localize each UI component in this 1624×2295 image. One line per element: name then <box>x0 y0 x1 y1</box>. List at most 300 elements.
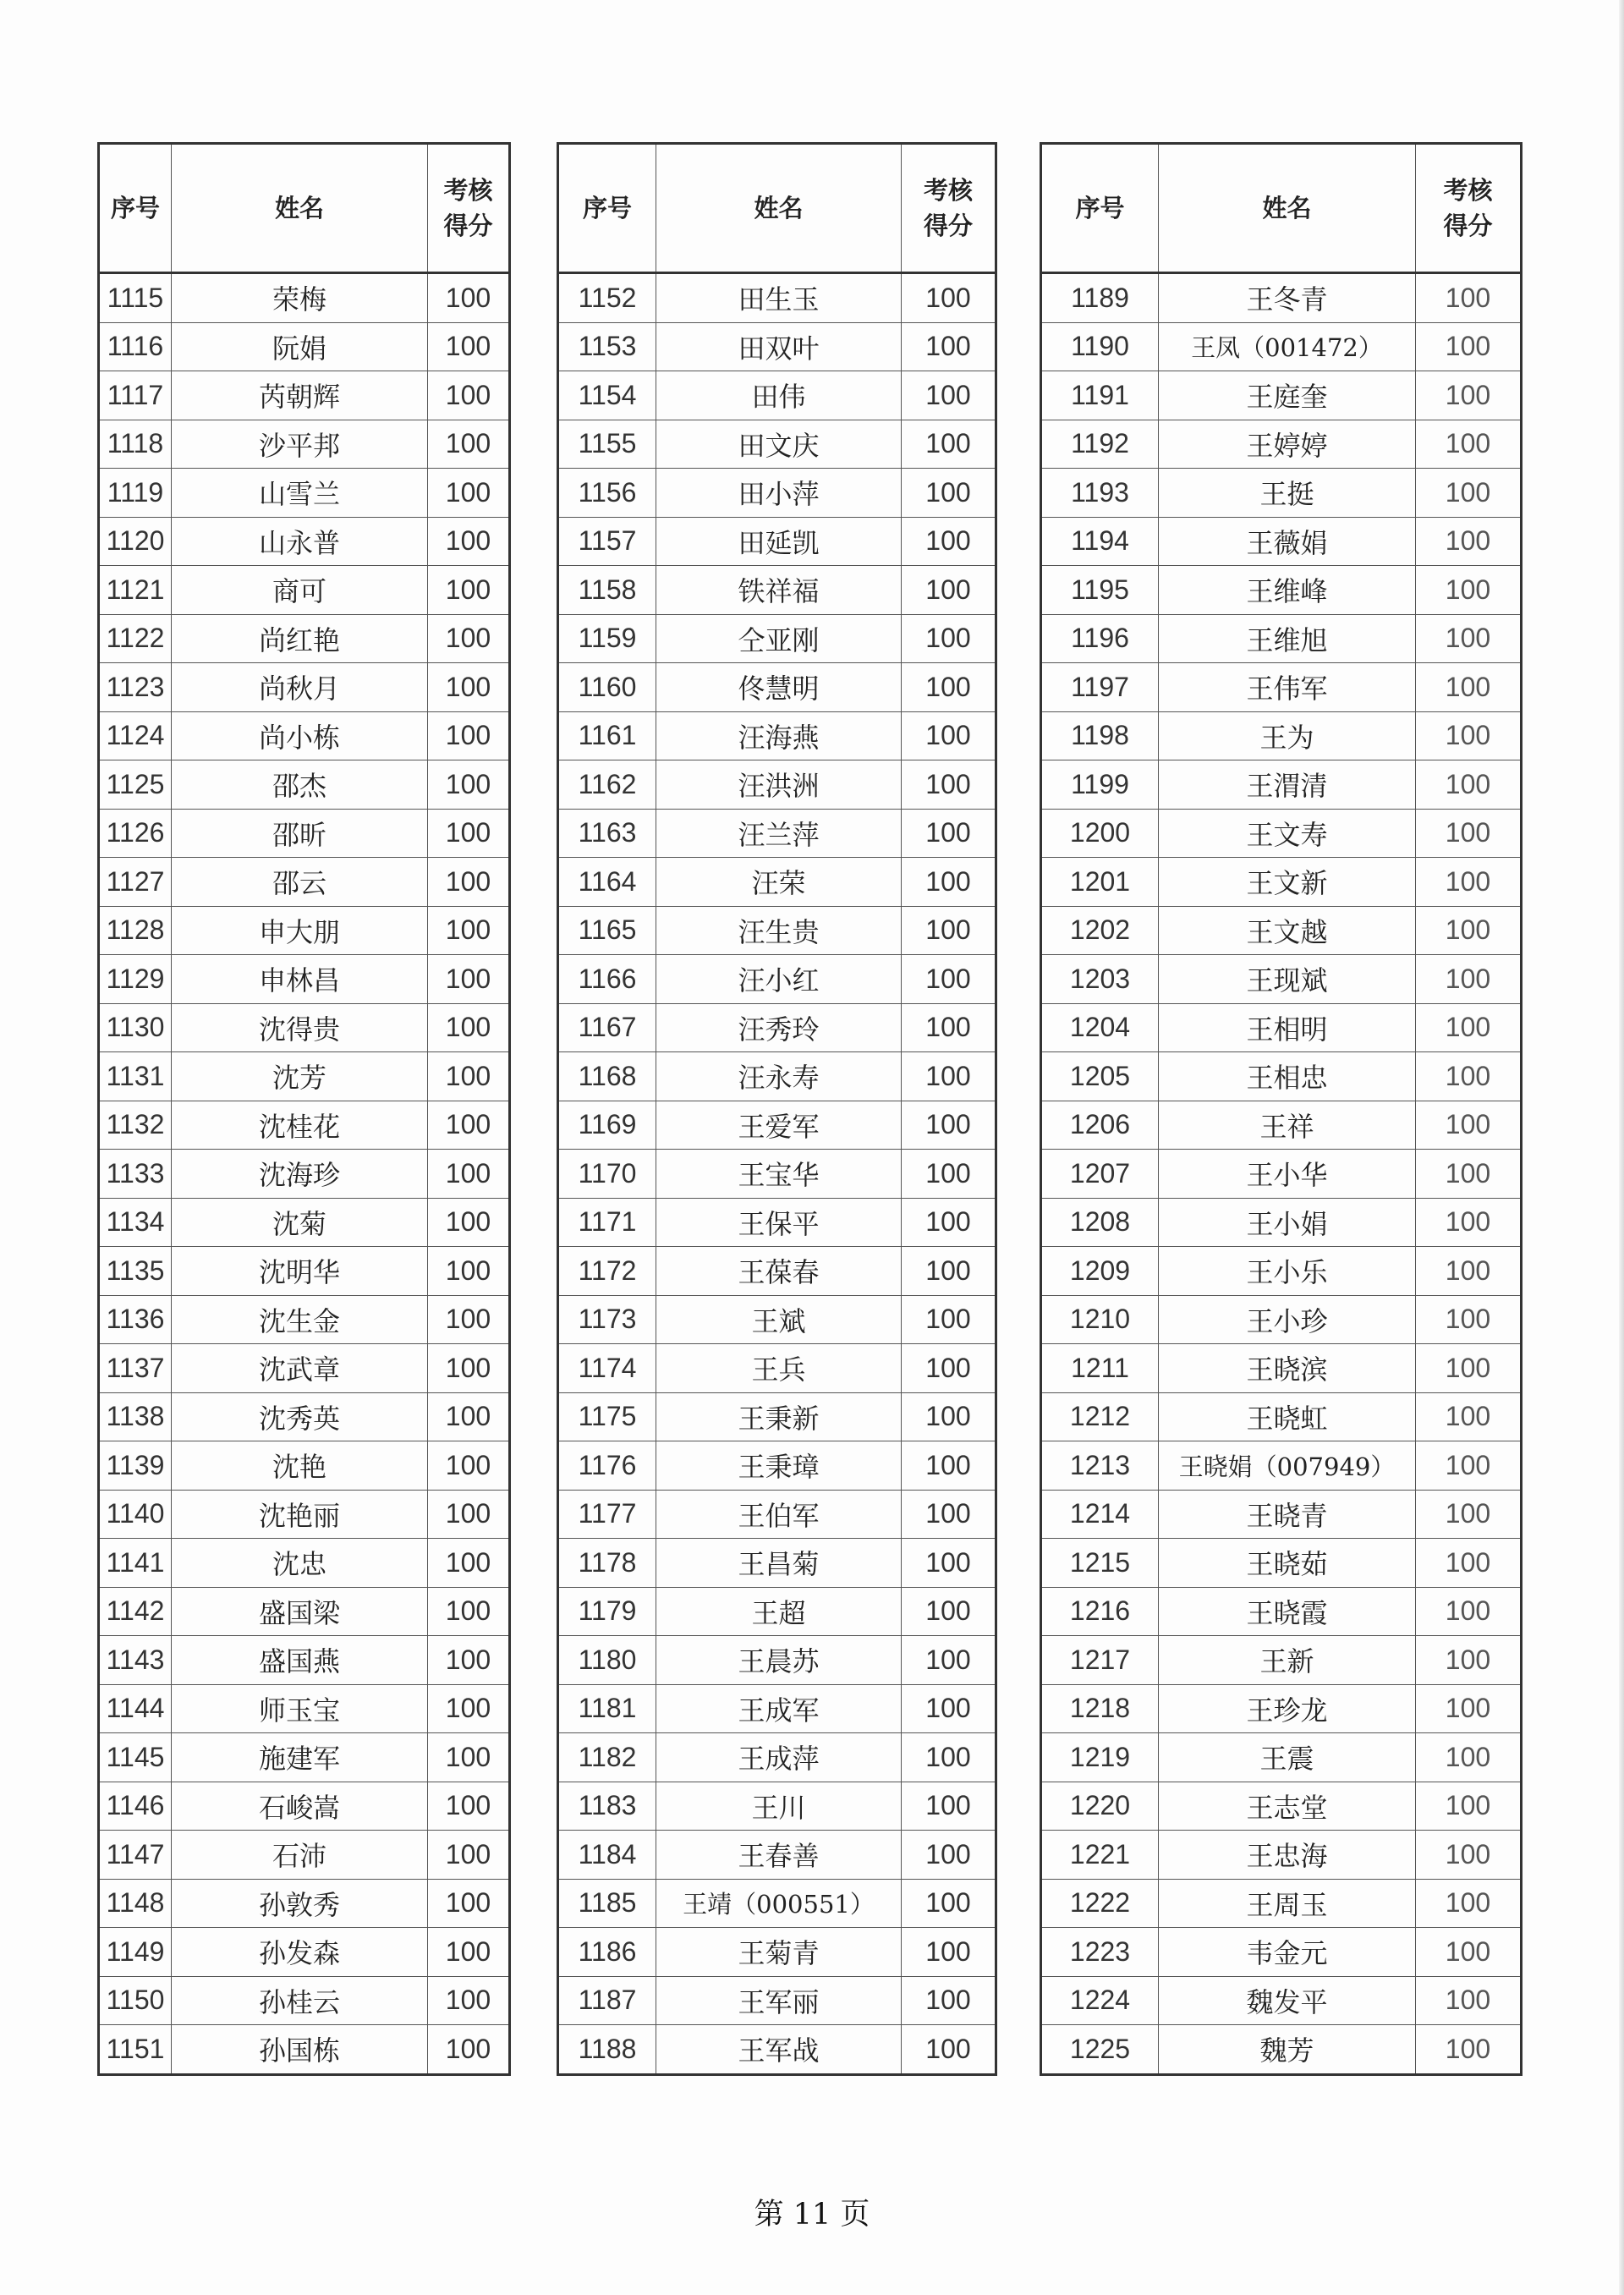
cell-score: 100 <box>428 1879 510 1928</box>
table-row <box>1041 1247 1522 1296</box>
header-name: 姓名 <box>1159 144 1416 273</box>
cell-seq: 1192 <box>1041 420 1159 469</box>
cell-seq: 1190 <box>1041 322 1159 371</box>
cell-seq: 1206 <box>1041 1101 1159 1150</box>
cell-seq: 1122 <box>99 614 172 663</box>
table-row <box>1041 1003 1522 1052</box>
cell-name: 沈芳 <box>172 1052 428 1101</box>
cell-seq: 1195 <box>1041 566 1159 615</box>
table-row <box>99 1684 510 1733</box>
cell-score: 100 <box>428 1490 510 1539</box>
cell-name: 王秉璋 <box>656 1441 902 1491</box>
cell-name: 汪兰萍 <box>656 809 902 858</box>
table-row <box>558 1295 996 1344</box>
table-row <box>558 566 996 615</box>
cell-name: 韦金元 <box>1159 1928 1416 1977</box>
cell-name: 王军丽 <box>656 1976 902 2025</box>
cell-name: 申大朋 <box>172 906 428 955</box>
cell-score: 100 <box>1416 1879 1522 1928</box>
table-row <box>558 322 996 371</box>
cell-name: 阮娟 <box>172 322 428 371</box>
cell-score: 100 <box>902 711 996 760</box>
cell-name: 王小娟 <box>1159 1198 1416 1247</box>
cell-score: 100 <box>1416 1052 1522 1101</box>
table-row <box>1041 1101 1522 1150</box>
cell-seq: 1197 <box>1041 663 1159 712</box>
cell-name: 尚红艳 <box>172 614 428 663</box>
header-name: 姓名 <box>172 144 428 273</box>
cell-seq: 1117 <box>99 371 172 420</box>
table-row <box>99 663 510 712</box>
cell-score: 100 <box>428 469 510 518</box>
cell-name: 王为 <box>1159 711 1416 760</box>
cell-seq: 1170 <box>558 1150 656 1199</box>
table-row <box>1041 566 1522 615</box>
table-row <box>99 2025 510 2075</box>
table-row <box>558 1003 996 1052</box>
cell-name: 盛国梁 <box>172 1587 428 1636</box>
table-row <box>558 614 996 663</box>
cell-name: 汪永寿 <box>656 1052 902 1101</box>
cell-score: 100 <box>428 1587 510 1636</box>
cell-seq: 1208 <box>1041 1198 1159 1247</box>
cell-seq: 1194 <box>1041 517 1159 566</box>
cell-name: 汪海燕 <box>656 711 902 760</box>
cell-seq: 1145 <box>99 1733 172 1782</box>
table-row <box>99 1733 510 1782</box>
cell-name: 王文新 <box>1159 858 1416 907</box>
cell-score: 100 <box>902 273 996 323</box>
cell-name: 沈武章 <box>172 1344 428 1393</box>
cell-name: 王薇娟 <box>1159 517 1416 566</box>
cell-score: 100 <box>1416 614 1522 663</box>
table-row <box>558 1198 996 1247</box>
table-row <box>1041 1150 1522 1199</box>
score-table-2 <box>557 142 997 2076</box>
cell-name: 沈菊 <box>172 1198 428 1247</box>
table-row <box>1041 1976 1522 2025</box>
cell-score: 100 <box>1416 1247 1522 1296</box>
cell-seq: 1133 <box>99 1150 172 1199</box>
cell-name: 尚小栋 <box>172 711 428 760</box>
cell-score: 100 <box>902 1976 996 2025</box>
cell-seq: 1164 <box>558 858 656 907</box>
table-row <box>99 1879 510 1928</box>
cell-name: 魏发平 <box>1159 1976 1416 2025</box>
cell-score: 100 <box>902 1782 996 1831</box>
table-row <box>1041 711 1522 760</box>
cell-seq: 1213 <box>1041 1441 1159 1491</box>
cell-name: 王秉新 <box>656 1392 902 1441</box>
cell-name: 王军战 <box>656 2025 902 2075</box>
table-row <box>1041 273 1522 323</box>
cell-name: 荣梅 <box>172 273 428 323</box>
cell-seq: 1179 <box>558 1587 656 1636</box>
cell-name: 尚秋月 <box>172 663 428 712</box>
cell-seq: 1132 <box>99 1101 172 1150</box>
cell-name: 王忠海 <box>1159 1831 1416 1880</box>
cell-score: 100 <box>902 322 996 371</box>
table-row <box>558 906 996 955</box>
cell-name: 铁祥福 <box>656 566 902 615</box>
cell-seq: 1121 <box>99 566 172 615</box>
cell-score: 100 <box>428 1733 510 1782</box>
cell-name: 邵云 <box>172 858 428 907</box>
cell-score: 100 <box>428 663 510 712</box>
cell-name: 汪荣 <box>656 858 902 907</box>
cell-score: 100 <box>1416 566 1522 615</box>
cell-name: 邵昕 <box>172 809 428 858</box>
cell-name: 王成军 <box>656 1684 902 1733</box>
cell-score: 100 <box>1416 1344 1522 1393</box>
cell-score: 100 <box>902 469 996 518</box>
cell-seq: 1128 <box>99 906 172 955</box>
cell-seq: 1193 <box>1041 469 1159 518</box>
table-row <box>1041 469 1522 518</box>
cell-score: 100 <box>1416 906 1522 955</box>
cell-name: 沈生金 <box>172 1295 428 1344</box>
cell-name: 王晨苏 <box>656 1636 902 1685</box>
scan-edge <box>1619 0 1624 2295</box>
table-row <box>99 1052 510 1101</box>
cell-score: 100 <box>1416 1733 1522 1782</box>
cell-name: 王菊青 <box>656 1928 902 1977</box>
cell-score: 100 <box>1416 420 1522 469</box>
cell-seq: 1148 <box>99 1879 172 1928</box>
table-row <box>1041 663 1522 712</box>
cell-score: 100 <box>1416 1684 1522 1733</box>
table-row <box>1041 1684 1522 1733</box>
cell-seq: 1191 <box>1041 371 1159 420</box>
table-row <box>1041 517 1522 566</box>
cell-score: 100 <box>1416 371 1522 420</box>
cell-name: 山永普 <box>172 517 428 566</box>
cell-score: 100 <box>902 1733 996 1782</box>
table-row <box>558 1052 996 1101</box>
cell-score: 100 <box>428 566 510 615</box>
cell-score: 100 <box>902 517 996 566</box>
cell-score: 100 <box>902 420 996 469</box>
cell-name: 田延凯 <box>656 517 902 566</box>
table-row <box>558 1928 996 1977</box>
cell-seq: 1143 <box>99 1636 172 1685</box>
table-row <box>1041 1295 1522 1344</box>
cell-seq: 1163 <box>558 809 656 858</box>
cell-score: 100 <box>902 1198 996 1247</box>
table-row <box>99 1782 510 1831</box>
cell-name: 王伯军 <box>656 1490 902 1539</box>
cell-seq: 1200 <box>1041 809 1159 858</box>
cell-score: 100 <box>1416 1150 1522 1199</box>
cell-seq: 1162 <box>558 760 656 810</box>
cell-name: 田小萍 <box>656 469 902 518</box>
cell-seq: 1155 <box>558 420 656 469</box>
cell-name: 王冬青 <box>1159 273 1416 323</box>
cell-score: 100 <box>1416 809 1522 858</box>
cell-seq: 1177 <box>558 1490 656 1539</box>
table-row <box>99 760 510 810</box>
cell-score: 100 <box>902 1052 996 1101</box>
table-row <box>558 1392 996 1441</box>
cell-seq: 1222 <box>1041 1879 1159 1928</box>
table-row <box>99 1150 510 1199</box>
cell-seq: 1119 <box>99 469 172 518</box>
table-row <box>1041 1733 1522 1782</box>
cell-score: 100 <box>902 614 996 663</box>
cell-seq: 1157 <box>558 517 656 566</box>
cell-name: 沈海珍 <box>172 1150 428 1199</box>
cell-score: 100 <box>428 2025 510 2075</box>
cell-score: 100 <box>902 1539 996 1588</box>
cell-score: 100 <box>902 1587 996 1636</box>
table-row <box>558 1247 996 1296</box>
cell-score: 100 <box>428 906 510 955</box>
table-row <box>558 469 996 518</box>
cell-name: 沙平邦 <box>172 420 428 469</box>
cell-name: 王现斌 <box>1159 955 1416 1004</box>
cell-seq: 1209 <box>1041 1247 1159 1296</box>
cell-name: 汪小红 <box>656 955 902 1004</box>
cell-score: 100 <box>428 517 510 566</box>
cell-name: 王晓霞 <box>1159 1587 1416 1636</box>
cell-seq: 1129 <box>99 955 172 1004</box>
cell-name: 王靖（000551） <box>656 1879 902 1928</box>
cell-seq: 1223 <box>1041 1928 1159 1977</box>
cell-score: 100 <box>1416 1392 1522 1441</box>
cell-name: 申林昌 <box>172 955 428 1004</box>
cell-score: 100 <box>428 1928 510 1977</box>
cell-name: 王小珍 <box>1159 1295 1416 1344</box>
cell-seq: 1116 <box>99 322 172 371</box>
cell-name: 仝亚刚 <box>656 614 902 663</box>
cell-name: 王婷婷 <box>1159 420 1416 469</box>
cell-score: 100 <box>902 858 996 907</box>
table-row <box>1041 1392 1522 1441</box>
table-row <box>558 1344 996 1393</box>
cell-seq: 1130 <box>99 1003 172 1052</box>
cell-score: 100 <box>428 1636 510 1685</box>
cell-seq: 1140 <box>99 1490 172 1539</box>
cell-score: 100 <box>1416 1539 1522 1588</box>
table-row <box>558 809 996 858</box>
cell-name: 王相忠 <box>1159 1052 1416 1101</box>
table-row <box>1041 1539 1522 1588</box>
table-row <box>1041 1879 1522 1928</box>
cell-score: 100 <box>902 1247 996 1296</box>
cell-score: 100 <box>428 955 510 1004</box>
cell-seq: 1174 <box>558 1344 656 1393</box>
cell-seq: 1123 <box>99 663 172 712</box>
cell-score: 100 <box>428 1976 510 2025</box>
table-row <box>558 858 996 907</box>
cell-name: 孙敦秀 <box>172 1879 428 1928</box>
cell-seq: 1214 <box>1041 1490 1159 1539</box>
table-row <box>99 322 510 371</box>
cell-name: 王维峰 <box>1159 566 1416 615</box>
table-row <box>1041 1490 1522 1539</box>
table-row <box>99 1295 510 1344</box>
table-row <box>558 1539 996 1588</box>
cell-name: 王志堂 <box>1159 1782 1416 1831</box>
table-row <box>558 711 996 760</box>
cell-name: 王晓虹 <box>1159 1392 1416 1441</box>
cell-seq: 1173 <box>558 1295 656 1344</box>
cell-seq: 1189 <box>1041 273 1159 323</box>
cell-name: 王昌菊 <box>656 1539 902 1588</box>
cell-seq: 1149 <box>99 1928 172 1977</box>
cell-score: 100 <box>428 809 510 858</box>
cell-name: 师玉宝 <box>172 1684 428 1733</box>
table-row <box>1041 1928 1522 1977</box>
table-row <box>1041 1636 1522 1685</box>
cell-seq: 1187 <box>558 1976 656 2025</box>
cell-name: 王渭清 <box>1159 760 1416 810</box>
cell-name: 王小华 <box>1159 1150 1416 1199</box>
cell-seq: 1171 <box>558 1198 656 1247</box>
cell-seq: 1124 <box>99 711 172 760</box>
cell-seq: 1154 <box>558 371 656 420</box>
cell-name: 王庭奎 <box>1159 371 1416 420</box>
cell-score: 100 <box>428 1198 510 1247</box>
table-row <box>558 663 996 712</box>
cell-seq: 1183 <box>558 1782 656 1831</box>
cell-seq: 1137 <box>99 1344 172 1393</box>
cell-score: 100 <box>902 760 996 810</box>
cell-name: 石峻嵩 <box>172 1782 428 1831</box>
cell-name: 王凤（001472） <box>1159 322 1416 371</box>
table-row <box>1041 1198 1522 1247</box>
cell-name: 王春善 <box>656 1831 902 1880</box>
cell-score: 100 <box>902 566 996 615</box>
table-row <box>99 1636 510 1685</box>
table-row <box>99 517 510 566</box>
table-row <box>99 1976 510 2025</box>
cell-name: 王相明 <box>1159 1003 1416 1052</box>
cell-name: 王挺 <box>1159 469 1416 518</box>
cell-name: 王小乐 <box>1159 1247 1416 1296</box>
cell-score: 100 <box>428 1392 510 1441</box>
cell-name: 孙发森 <box>172 1928 428 1977</box>
cell-score: 100 <box>428 858 510 907</box>
cell-seq: 1196 <box>1041 614 1159 663</box>
cell-seq: 1205 <box>1041 1052 1159 1101</box>
cell-seq: 1178 <box>558 1539 656 1588</box>
cell-name: 邵杰 <box>172 760 428 810</box>
cell-seq: 1219 <box>1041 1733 1159 1782</box>
cell-score: 100 <box>902 1392 996 1441</box>
cell-name: 王晓滨 <box>1159 1344 1416 1393</box>
cell-seq: 1115 <box>99 273 172 323</box>
cell-seq: 1175 <box>558 1392 656 1441</box>
cell-name: 汪生贵 <box>656 906 902 955</box>
cell-seq: 1151 <box>99 2025 172 2075</box>
cell-name: 王晓茹 <box>1159 1539 1416 1588</box>
table-row <box>99 1392 510 1441</box>
cell-score: 100 <box>902 1150 996 1199</box>
cell-name: 田双叶 <box>656 322 902 371</box>
cell-seq: 1215 <box>1041 1539 1159 1588</box>
cell-seq: 1202 <box>1041 906 1159 955</box>
cell-seq: 1167 <box>558 1003 656 1052</box>
header-score: 考核 得分 <box>902 144 996 273</box>
cell-score: 100 <box>428 322 510 371</box>
cell-score: 100 <box>902 1344 996 1393</box>
table-row <box>99 1587 510 1636</box>
cell-seq: 1156 <box>558 469 656 518</box>
table-row <box>1041 906 1522 955</box>
cell-score: 100 <box>1416 1928 1522 1977</box>
table-row <box>99 614 510 663</box>
cell-seq: 1146 <box>99 1782 172 1831</box>
cell-score: 100 <box>1416 1976 1522 2025</box>
table-row <box>99 1490 510 1539</box>
cell-score: 100 <box>902 1490 996 1539</box>
table-row <box>1041 809 1522 858</box>
cell-seq: 1168 <box>558 1052 656 1101</box>
cell-seq: 1141 <box>99 1539 172 1588</box>
cell-score: 100 <box>1416 1198 1522 1247</box>
cell-name: 王震 <box>1159 1733 1416 1782</box>
table-row <box>558 1879 996 1928</box>
cell-name: 王周玉 <box>1159 1879 1416 1928</box>
cell-name: 山雪兰 <box>172 469 428 518</box>
table-row <box>99 469 510 518</box>
cell-score: 100 <box>902 1831 996 1880</box>
cell-score: 100 <box>1416 1003 1522 1052</box>
cell-score: 100 <box>428 760 510 810</box>
cell-score: 100 <box>428 711 510 760</box>
cell-seq: 1203 <box>1041 955 1159 1004</box>
table-row <box>558 1490 996 1539</box>
cell-name: 王晓娟（007949） <box>1159 1441 1416 1491</box>
table-row <box>99 371 510 420</box>
cell-name: 王维旭 <box>1159 614 1416 663</box>
cell-score: 100 <box>902 1295 996 1344</box>
cell-seq: 1225 <box>1041 2025 1159 2075</box>
cell-name: 王晓青 <box>1159 1490 1416 1539</box>
cell-score: 100 <box>1416 1587 1522 1636</box>
cell-name: 王文越 <box>1159 906 1416 955</box>
table-row <box>1041 1587 1522 1636</box>
cell-seq: 1204 <box>1041 1003 1159 1052</box>
table-row <box>558 1831 996 1880</box>
table-row <box>99 420 510 469</box>
cell-score: 100 <box>1416 2025 1522 2075</box>
cell-name: 王超 <box>656 1587 902 1636</box>
score-table-1 <box>97 142 511 2076</box>
cell-name: 王文寿 <box>1159 809 1416 858</box>
cell-score: 100 <box>428 1247 510 1296</box>
table-row <box>99 1003 510 1052</box>
header-seq: 序号 <box>558 144 656 273</box>
cell-name: 王伟军 <box>1159 663 1416 712</box>
cell-seq: 1147 <box>99 1831 172 1880</box>
cell-seq: 1221 <box>1041 1831 1159 1880</box>
cell-name: 孙桂云 <box>172 1976 428 2025</box>
cell-score: 100 <box>428 1539 510 1588</box>
cell-seq: 1166 <box>558 955 656 1004</box>
table-row <box>99 566 510 615</box>
cell-score: 100 <box>1416 663 1522 712</box>
cell-name: 王兵 <box>656 1344 902 1393</box>
cell-score: 100 <box>902 1101 996 1150</box>
table-row <box>558 1441 996 1491</box>
table-row <box>1041 371 1522 420</box>
cell-seq: 1217 <box>1041 1636 1159 1685</box>
table-row <box>558 1976 996 2025</box>
cell-seq: 1211 <box>1041 1344 1159 1393</box>
cell-score: 100 <box>428 420 510 469</box>
